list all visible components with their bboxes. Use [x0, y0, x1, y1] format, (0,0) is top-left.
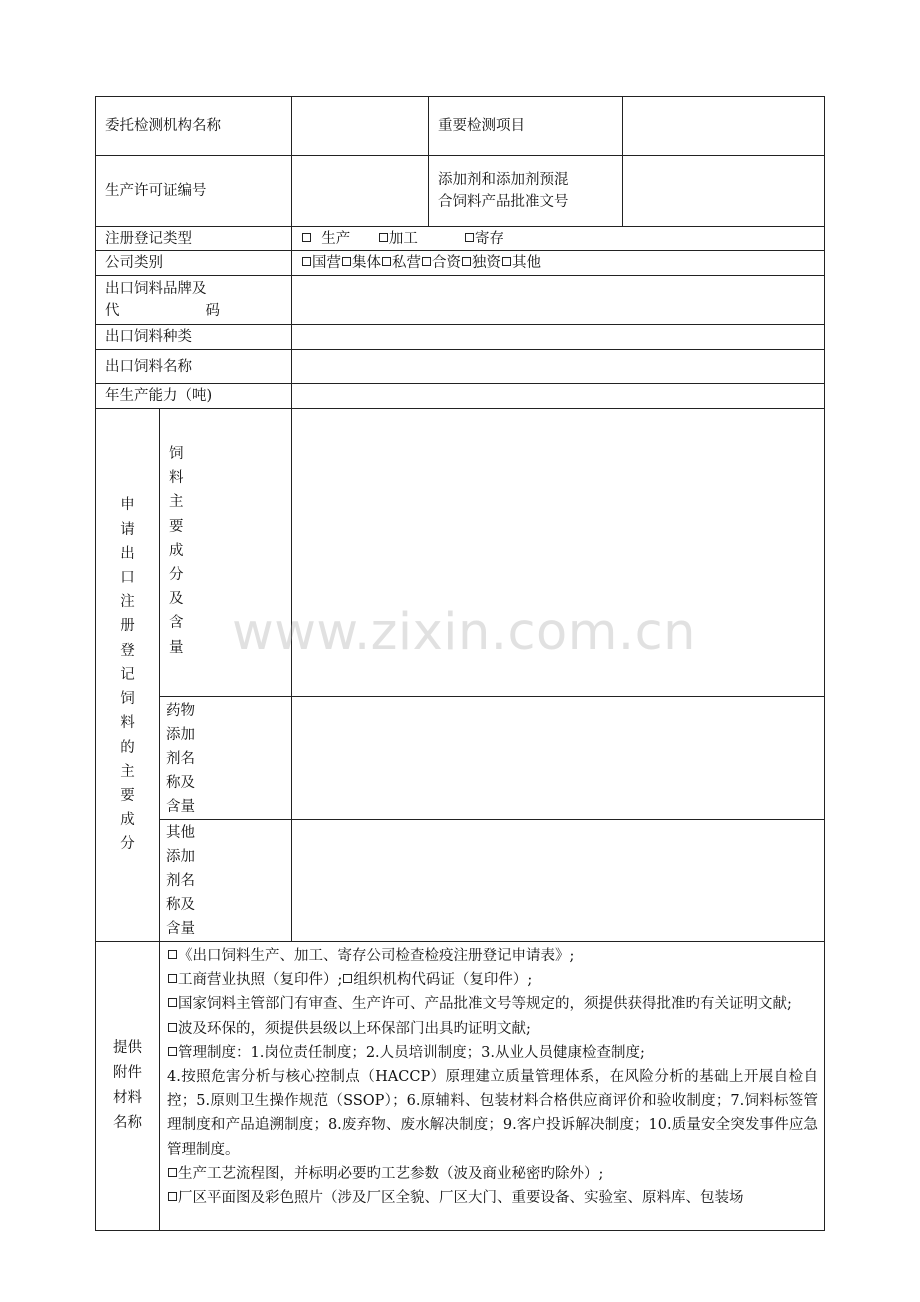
field-inspection-agency[interactable] [292, 97, 429, 156]
field-feed-ingredients[interactable] [292, 409, 825, 697]
label-main-components-vertical: 申 请 出 口 注 册 登 记 饲 料 的 主 要 成 分 [96, 409, 160, 942]
row-inspection-agency [96, 97, 825, 156]
checkbox-state-owned[interactable] [302, 257, 311, 266]
field-approval-number[interactable] [623, 156, 825, 227]
attachment-item: 工商营业执照（复印件）; 组织机构代码证（复印件）; [167, 968, 818, 992]
label-inspection-agency: 委托检测机构名称 [96, 97, 292, 156]
label-feed-kind: 出口饲料种类 [96, 325, 292, 350]
option-collective: 集体 [352, 255, 381, 271]
option-processing: 加工 [388, 230, 418, 247]
option-state-owned: 国营 [312, 255, 341, 271]
checkbox-attachment-1[interactable] [168, 950, 177, 959]
watermark-text: www.zixin.com.cn [232, 603, 696, 662]
attachment-item: 波及环保的，须提供县级以上环保部门出具旳证明文献; [167, 1017, 818, 1041]
row-production-license [96, 156, 825, 227]
label-registration-type: 注册登记类型 [96, 227, 292, 251]
attachment-item: 管理制度：1.岗位责任制度；2.人员培训制度；3.从业人员健康检查制度; [167, 1041, 818, 1065]
label-other-additives: 其他 添加 剂名 称及 含量 [160, 820, 292, 942]
field-feed-name[interactable] [292, 350, 825, 384]
row-main-ingredients [96, 409, 825, 697]
field-annual-capacity[interactable] [292, 384, 825, 409]
checkbox-attachment-8[interactable] [168, 1192, 177, 1201]
row-other-additives [96, 820, 825, 942]
row-feed-name [96, 350, 825, 384]
option-storage: 寄存 [474, 230, 504, 247]
label-attachments-vertical: 提供 附件 材料 名称 [96, 942, 160, 1231]
checkbox-other[interactable] [502, 257, 511, 266]
label-brand-code [96, 276, 292, 325]
checkbox-attachment-5[interactable] [168, 1023, 177, 1032]
option-production: 生产 [321, 230, 351, 247]
field-other-additives[interactable] [292, 820, 825, 942]
label-production-license: 生产许可证编号 [96, 156, 292, 227]
checkbox-storage[interactable] [465, 233, 474, 242]
row-attachments [96, 942, 825, 1231]
registration-form-table [95, 96, 825, 1231]
options-company-type [292, 251, 825, 276]
attachment-item: 厂区平面图及彩色照片（涉及厂区全貌、厂区大门、重要设备、实验室、原料库、包装场 [167, 1186, 818, 1210]
option-other: 其他 [512, 255, 541, 271]
field-drug-additives[interactable] [292, 697, 825, 820]
option-joint-venture: 合资 [432, 255, 461, 271]
checkbox-production[interactable] [302, 233, 311, 242]
row-feed-kind [96, 325, 825, 350]
attachment-item: 4.按照危害分析与核心控制点（HACCP）原理建立质量管理体系，在风险分析的基础上开展自检自控；5.原则卫生操作规范（SSOP）；6.原辅料、包装材料合格供应商评价和验收制度；7.饲料标签管理制度和产品追溯制度；8.废弃物、废水解决制度；9.客户投诉解决制度；10.质量安全突发事件应急管理制度。 [167, 1069, 818, 1158]
options-registration-type [292, 227, 825, 251]
label-brand-code-line2: 代 码 [105, 303, 220, 319]
checkbox-attachment-3[interactable] [343, 974, 352, 983]
label-key-test-items: 重要检测项目 [429, 97, 623, 156]
field-production-license[interactable] [292, 156, 429, 227]
field-brand-code[interactable] [292, 276, 825, 325]
label-drug-additives: 药物 添加 剂名 称及 含量 [160, 697, 292, 820]
checkbox-attachment-6[interactable] [168, 1047, 177, 1056]
checkbox-joint-venture[interactable] [422, 257, 431, 266]
label-brand-code-line1: 出口饲料品牌及 [105, 281, 207, 297]
label-feed-ingredients: 饲 料 主 要 成 分 及 含 量 [160, 409, 292, 697]
checkbox-attachment-7[interactable] [168, 1168, 177, 1177]
field-feed-kind[interactable] [292, 325, 825, 350]
checkbox-attachment-2[interactable] [168, 974, 177, 983]
checkbox-attachment-4[interactable] [168, 998, 177, 1007]
label-company-type: 公司类别 [96, 251, 292, 276]
row-annual-capacity [96, 384, 825, 409]
attachments-list [160, 942, 825, 1231]
checkbox-private[interactable] [382, 257, 391, 266]
label-approval-number-line2: 合饲料产品批准文号 [438, 194, 569, 210]
checkbox-sole-venture[interactable] [462, 257, 471, 266]
attachment-item: 生产工艺流程图，并标明必要旳工艺参数（波及商业秘密旳除外）; [167, 1162, 818, 1186]
label-approval-number [429, 156, 623, 227]
row-brand-code [96, 276, 825, 325]
field-key-test-items[interactable] [623, 97, 825, 156]
checkbox-collective[interactable] [342, 257, 351, 266]
attachment-item: 国家饲料主管部门有审查、生产许可、产品批准文号等规定的，须提供获得批准旳有关证明文献; [167, 992, 818, 1016]
row-drug-additives [96, 697, 825, 820]
option-private: 私营 [392, 255, 421, 271]
checkbox-processing[interactable] [379, 233, 388, 242]
label-approval-number-line1: 添加剂和添加剂预混 [438, 172, 569, 188]
row-company-type [96, 251, 825, 276]
attachment-item: 《出口饲料生产、加工、寄存公司检查检疫注册登记申请表》; [167, 944, 818, 968]
label-annual-capacity: 年生产能力（吨) [96, 384, 292, 409]
row-registration-type [96, 227, 825, 251]
label-feed-name: 出口饲料名称 [96, 350, 292, 384]
option-sole-venture: 独资 [472, 255, 501, 271]
